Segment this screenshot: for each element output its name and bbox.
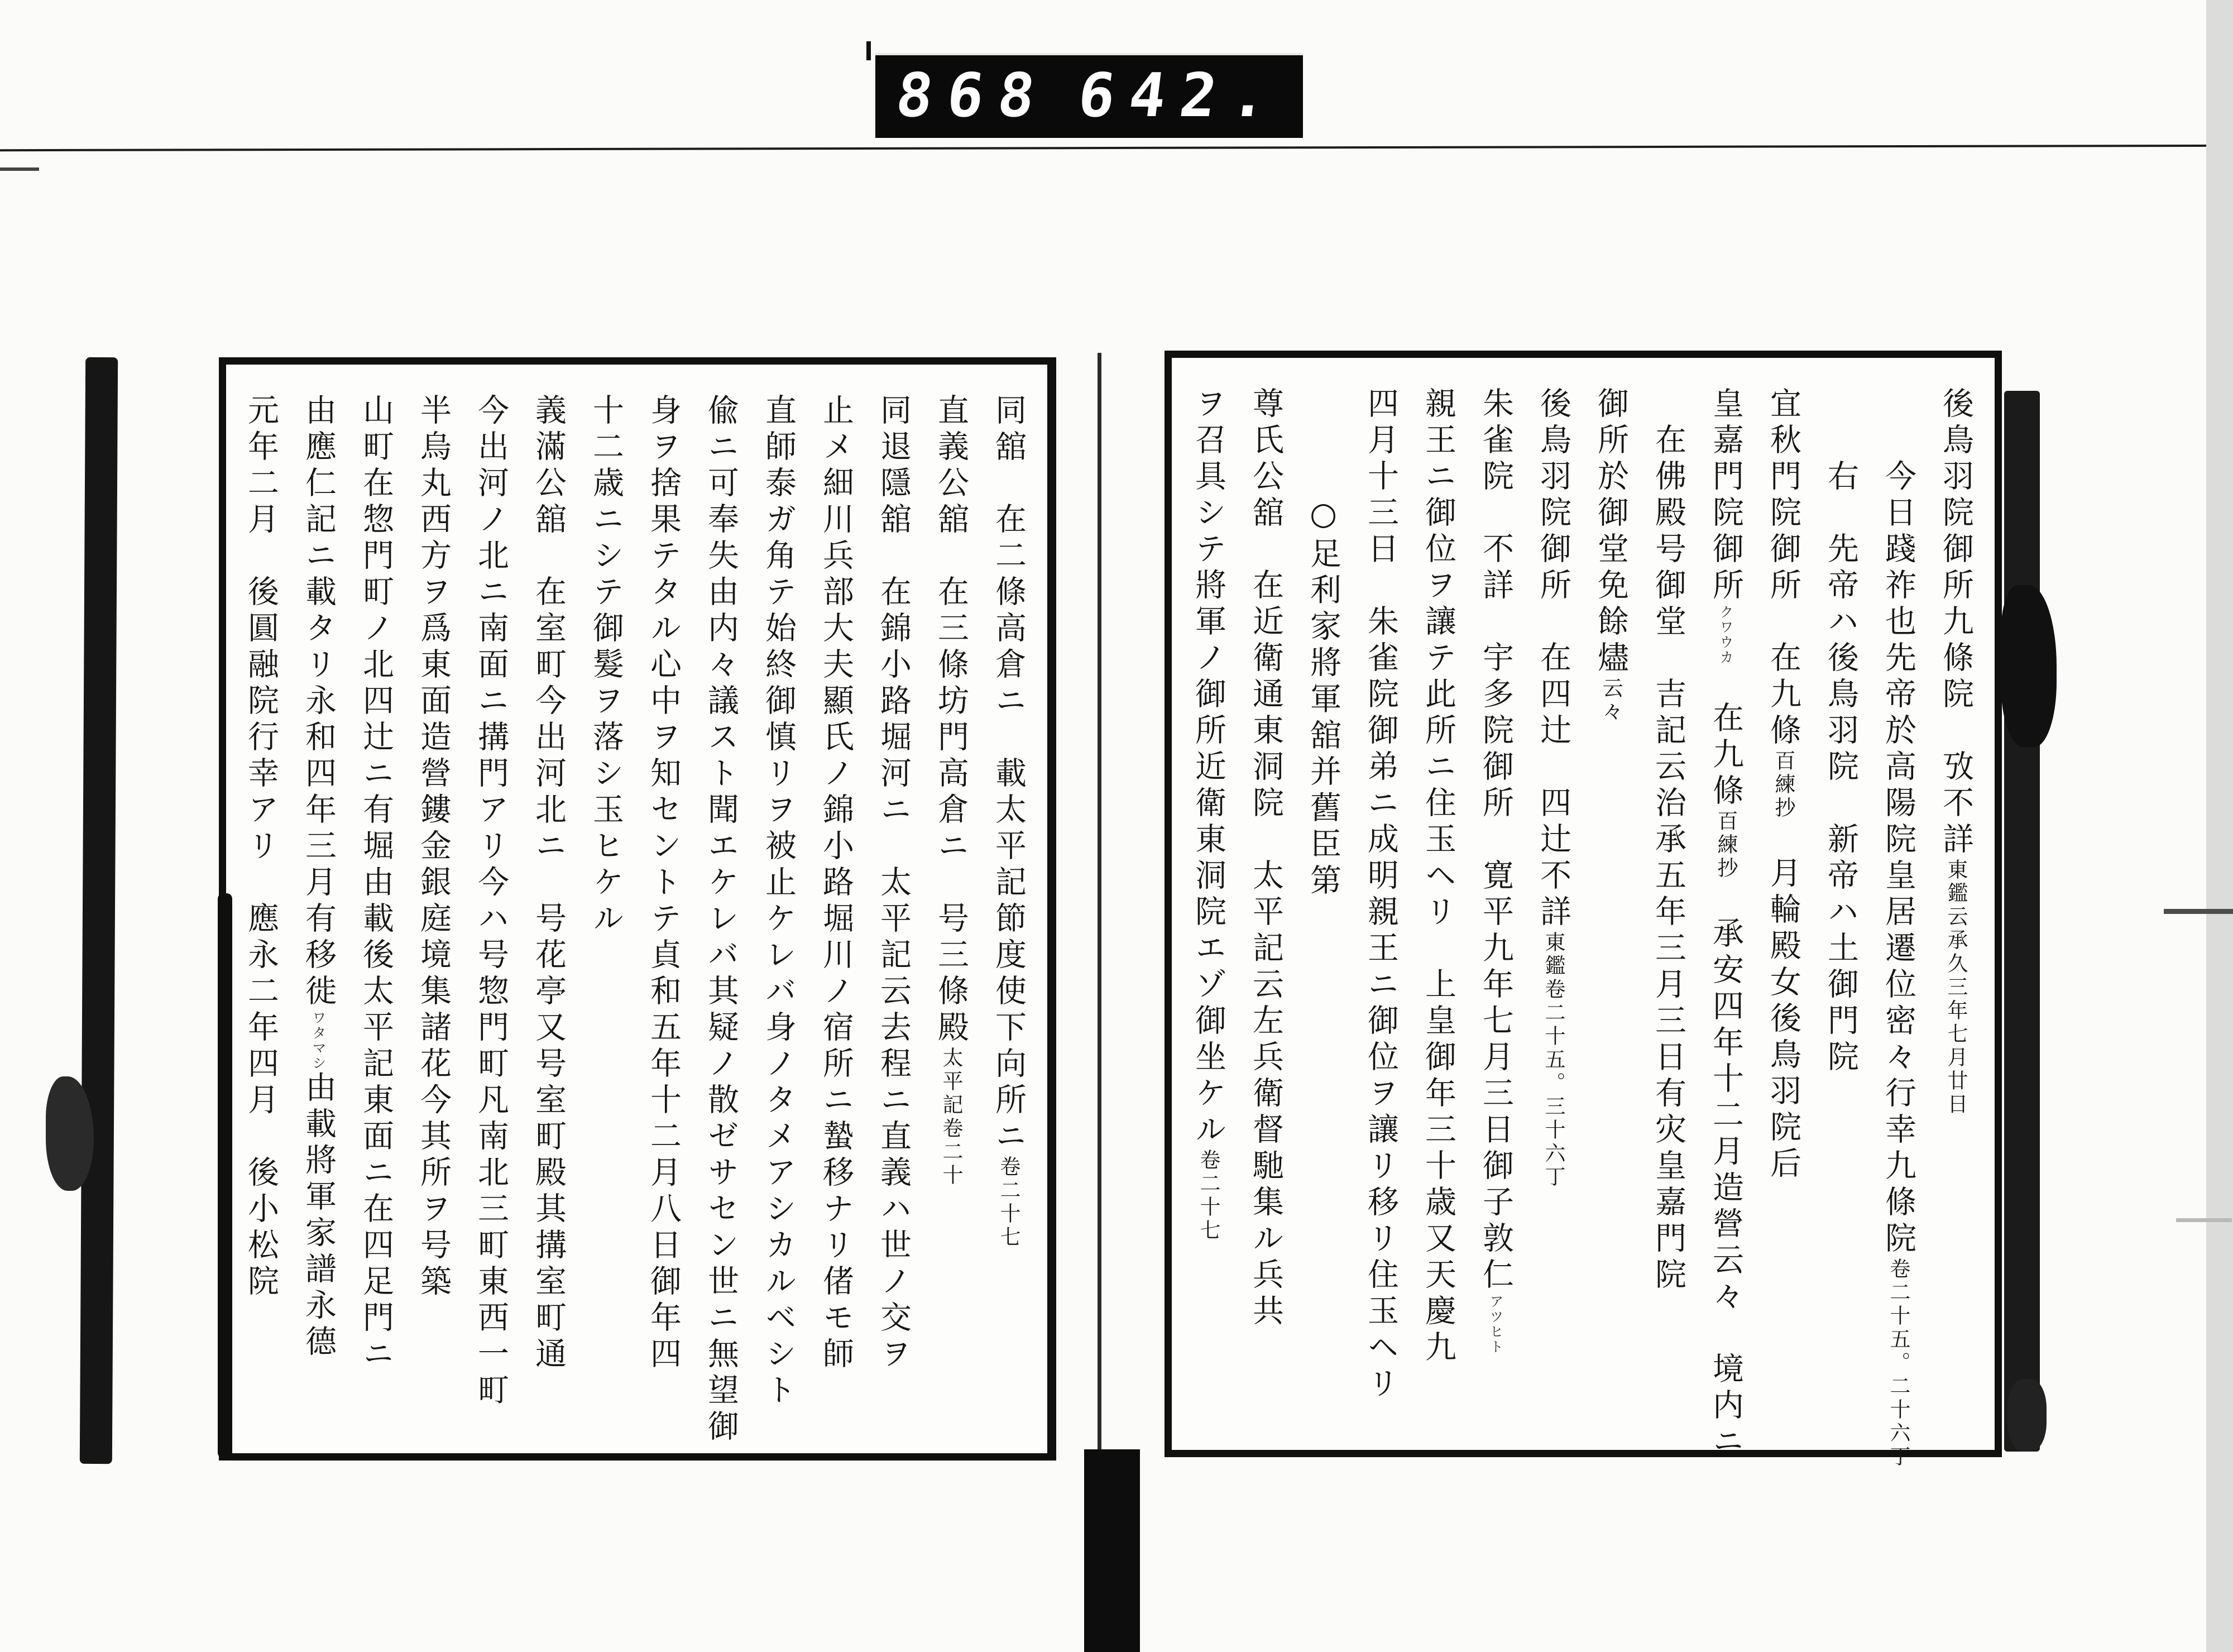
text-column: [577, 394, 635, 1436]
left-page: [219, 357, 1056, 1461]
column-text: ○足利家將軍舘并舊臣第: [1305, 387, 1341, 900]
text-column: [1410, 387, 1467, 1433]
annotation-text: 卷二十七: [996, 1156, 1020, 1249]
left-page-text-block: [226, 365, 1047, 1453]
text-column: [1870, 387, 1927, 1469]
counter-left-digits: 868: [892, 60, 1053, 131]
crease-line: [0, 145, 2233, 151]
column-text: 今日踐祚也先帝於高陽院皇居遷位密々行幸九條院: [1880, 387, 1916, 1258]
text-column: [1237, 387, 1295, 1433]
column-text: 直師泰ガ角テ始終御慎リヲ被止ケレバ身ノタメアシカルベシト: [760, 394, 797, 1410]
text-column: [347, 394, 405, 1436]
column-text: 十二歳ニシテ御髮ヲ落シ玉ヒケル: [588, 394, 624, 938]
column-text: 承安四年十二月造營云々 境内ニ: [1708, 880, 1744, 1461]
annotation-text: クワウカ: [1718, 605, 1734, 665]
text-column: [1927, 387, 1985, 1433]
annotation-text: 東鑑卷二十五。三十六丁: [1541, 931, 1565, 1189]
frame-counter: [875, 53, 1303, 138]
annotation-text: 百練抄: [1771, 750, 1795, 820]
annotation-text: 卷二十五。二十六丁: [1886, 1258, 1910, 1469]
column-text: 同舘 在二條高倉ニ 載太平記節度使下向所ニ: [990, 394, 1027, 1156]
counter-right-digits: 642.: [1074, 60, 1286, 131]
ink-blot-left-page-border: [218, 893, 232, 1458]
text-column: [1755, 387, 1812, 1433]
annotation-text: 東鑑云承久三年七月廿日: [1944, 859, 1968, 1117]
column-text: 月輪殿女後鳥羽院后: [1765, 820, 1801, 1183]
annotation-text: 云々: [1599, 677, 1623, 724]
column-text: 宜秋門院御所 在九條: [1765, 387, 1801, 750]
column-text: 義滿公舘 在室町今出河北ニ 号花亭又号室町殿其搆室町通: [530, 394, 567, 1373]
text-column: [692, 394, 750, 1446]
binding-blot-right: [2001, 585, 2057, 747]
column-text: ヲ召具シテ將軍ノ御所近衛東洞院エゾ御坐ケル: [1190, 387, 1226, 1149]
column-text: 後鳥羽院御所九條院 攷不詳: [1938, 387, 1974, 859]
column-text: 皇嘉門院御所: [1708, 387, 1744, 605]
column-text: 朱雀院 不詳 宇多院御所 寛平九年七月三日御子敦仁: [1478, 387, 1514, 1294]
column-text: 在佛殿号御堂 吉記云治承五年三月三日有灾皇嘉門院: [1650, 387, 1686, 1294]
annotation-text: 卷二十七: [1196, 1149, 1220, 1243]
text-column: [865, 394, 922, 1436]
film-mark: [866, 41, 871, 60]
column-text: 直義公舘 在三條坊門高倉ニ 号三條殿: [933, 394, 969, 1047]
text-column: [1295, 387, 1352, 1433]
scan-edge-dash: [2164, 909, 2233, 914]
annotation-text: アツヒト: [1488, 1294, 1504, 1354]
column-text: 御所於御堂免餘燼: [1593, 387, 1629, 677]
text-column: [290, 394, 347, 1436]
column-text: 山町在惣門町ノ北四辻ニ有堀由載後太平記東面ニ在四足門ニ: [358, 394, 394, 1373]
scan-edge-dash-faint: [2176, 1218, 2232, 1222]
book-cover-edge-left: [80, 357, 118, 1464]
annotation-text: ワタマシ: [310, 1011, 327, 1071]
column-text: 同退隱舘 在錦小路堀河ニ 太平記云去程ニ直義ハ世ノ交ヲ: [875, 394, 912, 1373]
column-text: 由載將軍家譜永德: [300, 1071, 337, 1361]
column-text: 四月十三日 朱雀院御弟ニ成明親王ニ御位ヲ讓リ移リ住玉ヘリ: [1363, 387, 1399, 1403]
annotation-text: 太平記卷二十: [939, 1047, 963, 1187]
text-column: [635, 394, 692, 1436]
text-column: [807, 394, 865, 1436]
column-text: 後鳥羽院御所 在四辻 四辻不詳: [1535, 387, 1571, 931]
column-text: 偸ニ可奉失由内々議スト聞エケレバ其疑ノ散ゼサセン世ニ無望御: [703, 394, 739, 1446]
binding-blot-right-lower: [2007, 1379, 2047, 1452]
right-page: [1165, 351, 2002, 1469]
column-text: 由應仁記ニ載タリ永和四年三月有移徙: [300, 394, 337, 1011]
crease-mark-left: [0, 167, 39, 171]
column-text: 身ヲ捨果テタル心中ヲ知セントテ貞和五年十二月八日御年四: [645, 394, 682, 1373]
text-column: [1467, 387, 1525, 1433]
text-column: [520, 394, 577, 1436]
scan-edge-noise-right: [2206, 0, 2233, 1652]
text-column: [1525, 387, 1582, 1433]
text-column: [1352, 387, 1410, 1433]
gutter-line: [1098, 353, 1101, 1458]
text-column: [462, 394, 520, 1436]
column-text: 半烏丸西方ヲ爲東面造營鏤金銀庭境集諸花今其所ヲ号築: [415, 394, 452, 1301]
text-column: [232, 394, 290, 1436]
column-text: 親王ニ御位ヲ讓テ此所ニ住玉ヘリ 上皇御年三十歳又天慶九: [1420, 387, 1456, 1367]
column-text: 在九條: [1708, 665, 1744, 810]
column-text: 今出河ノ北ニ南面ニ搆門アリ今ハ号惣門町凡南北三町東西一町: [473, 394, 509, 1410]
gutter-shadow-bar: [1084, 1449, 1140, 1652]
text-column: [750, 394, 807, 1436]
annotation-text: 百練抄: [1714, 810, 1738, 880]
text-column: [405, 394, 462, 1436]
column-text: 止メ細川兵部大夫顯氏ノ錦小路堀川ノ宿所ニ蟄移ナリ偖モ師: [818, 394, 854, 1373]
binding-shadow-right: [2004, 391, 2040, 1452]
column-text: 尊氏公舘 在近衛通東洞院 太平記云左兵衛督馳集ル兵共: [1248, 387, 1284, 1330]
column-text: 右 先帝ハ後鳥羽院 新帝ハ土御門院: [1823, 387, 1859, 1076]
text-column: [1640, 387, 1697, 1433]
text-column: [1582, 387, 1640, 1433]
text-column: [1697, 387, 1755, 1461]
text-column: [980, 394, 1037, 1436]
column-text: 元年二月 後圓融院行幸アリ 應永二年四月 後小松院: [243, 394, 279, 1301]
right-page-text-block: [1172, 358, 1995, 1469]
text-column: [1180, 387, 1237, 1433]
text-column: [1812, 387, 1870, 1433]
text-column: [922, 394, 980, 1436]
